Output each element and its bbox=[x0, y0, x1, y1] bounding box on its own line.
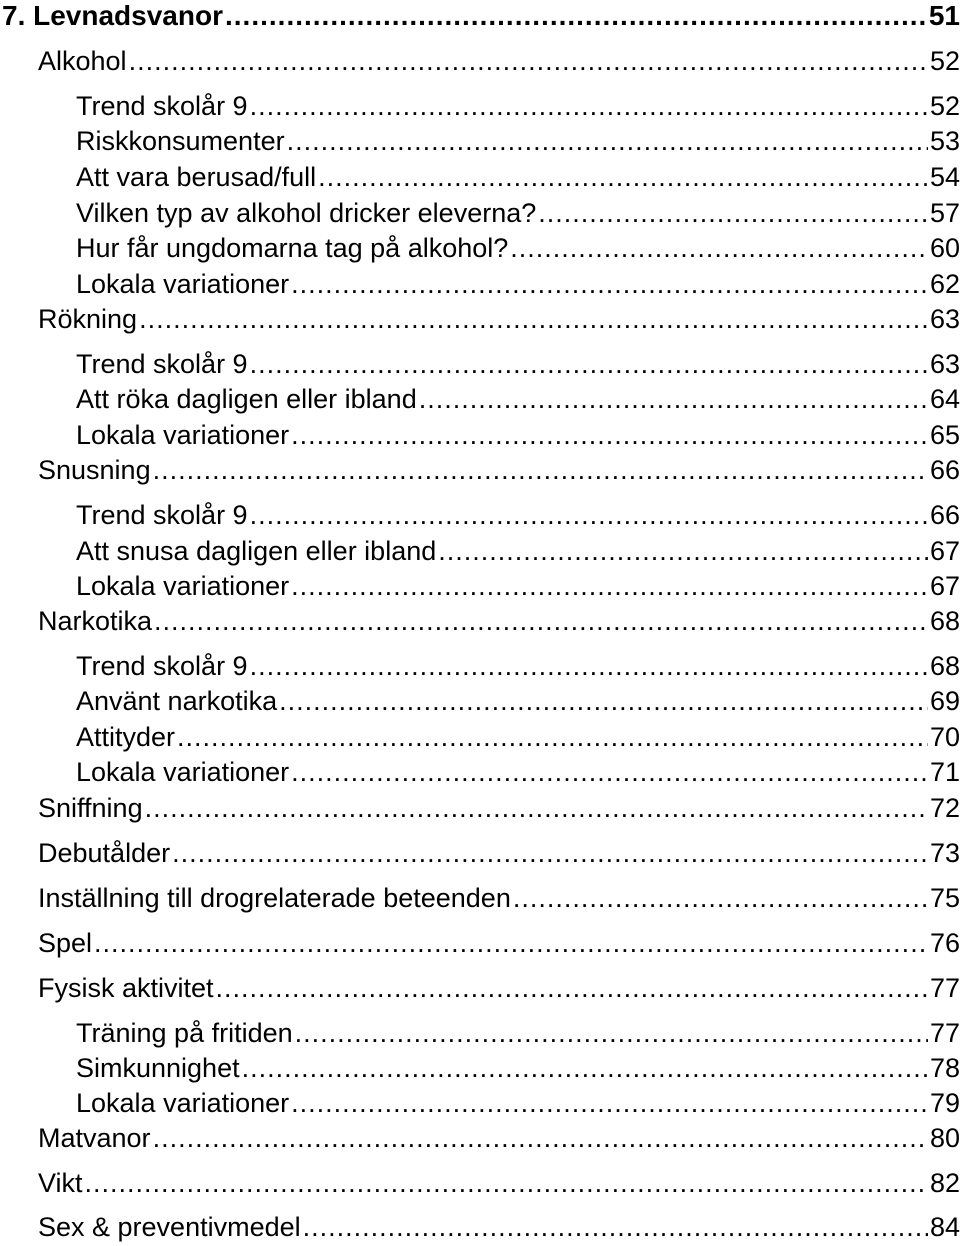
toc-label: Snusning bbox=[38, 455, 151, 485]
dot-leader bbox=[291, 1090, 928, 1117]
toc-page-number: 82 bbox=[929, 1168, 960, 1198]
toc-entry-narkotika-trend[interactable] bbox=[76, 653, 960, 680]
dot-leader bbox=[438, 538, 928, 565]
toc-label: Lokala variationer bbox=[76, 1088, 290, 1118]
toc-page-number: 52 bbox=[929, 46, 960, 76]
toc-entry-vikt[interactable] bbox=[38, 1170, 960, 1197]
toc-page-number: 73 bbox=[929, 838, 960, 868]
dot-leader bbox=[291, 422, 928, 449]
toc-entry-rokning-lokala[interactable] bbox=[76, 422, 960, 449]
toc-label: Rökning bbox=[38, 304, 138, 334]
toc-page-number: 62 bbox=[929, 269, 960, 299]
dot-leader bbox=[177, 724, 928, 751]
toc-entry-attityder[interactable] bbox=[76, 724, 960, 751]
toc-label: Att röka dagligen eller ibland bbox=[76, 384, 417, 414]
toc-entry-matvanor[interactable] bbox=[38, 1125, 960, 1152]
toc-label: Träning på fritiden bbox=[76, 1018, 293, 1048]
toc-entry-alkohol-trend[interactable] bbox=[76, 93, 960, 120]
toc-label: Lokala variationer bbox=[76, 269, 290, 299]
toc-entry-alkohol-lokala[interactable] bbox=[76, 271, 960, 298]
dot-leader bbox=[291, 271, 928, 298]
toc-entry-levnadsvanor[interactable] bbox=[2, 2, 960, 30]
toc-entry-simkunnighet[interactable] bbox=[76, 1055, 960, 1082]
toc-entry-installning[interactable] bbox=[38, 885, 960, 912]
dot-leader bbox=[250, 351, 928, 378]
toc-entry-fysisk-aktivitet[interactable] bbox=[38, 975, 960, 1002]
toc-label: Lokala variationer bbox=[76, 420, 290, 450]
dot-leader bbox=[303, 1214, 928, 1241]
toc-entry-sniffning[interactable] bbox=[38, 795, 960, 822]
dot-leader bbox=[145, 795, 928, 822]
toc-label: Lokala variationer bbox=[76, 757, 290, 787]
dot-leader bbox=[216, 975, 928, 1002]
toc-page-number: 77 bbox=[929, 973, 960, 1003]
toc-entry-traning[interactable] bbox=[76, 1020, 960, 1047]
toc-page-number: 70 bbox=[929, 722, 960, 752]
dot-leader bbox=[172, 840, 928, 867]
toc-page-number: 64 bbox=[929, 384, 960, 414]
toc-page-number: 68 bbox=[929, 606, 960, 636]
dot-leader bbox=[85, 1170, 928, 1197]
dot-leader bbox=[250, 653, 928, 680]
dot-leader bbox=[250, 93, 928, 120]
dot-leader bbox=[139, 306, 928, 333]
toc-page-number: 54 bbox=[929, 162, 960, 192]
dot-leader bbox=[538, 200, 928, 227]
toc-entry-roka-dagligen[interactable] bbox=[76, 386, 960, 413]
toc-page-number: 77 bbox=[929, 1018, 960, 1048]
dot-leader bbox=[242, 1055, 928, 1082]
toc-page-number: 63 bbox=[929, 304, 960, 334]
dot-leader bbox=[154, 608, 928, 635]
toc-entry-snusning-trend[interactable] bbox=[76, 502, 960, 529]
toc-label: Vikt bbox=[38, 1168, 83, 1198]
toc-page-number: 84 bbox=[929, 1212, 960, 1242]
toc-label: Sniffning bbox=[38, 793, 143, 823]
toc-entry-snusning[interactable] bbox=[38, 457, 960, 484]
toc-entry-narkotika[interactable] bbox=[38, 608, 960, 635]
toc-page-number: 76 bbox=[929, 928, 960, 958]
toc-label: Riskkonsumenter bbox=[76, 126, 285, 156]
toc-label: Att vara berusad/full bbox=[76, 162, 317, 192]
toc-label: Använt narkotika bbox=[76, 686, 278, 716]
toc-entry-snusa-dagligen[interactable] bbox=[76, 538, 960, 565]
dot-leader bbox=[295, 1020, 928, 1047]
toc-page-number: 69 bbox=[929, 686, 960, 716]
toc-entry-fysisk-lokala[interactable] bbox=[76, 1090, 960, 1117]
toc-entry-rokning[interactable] bbox=[38, 306, 960, 333]
toc-page-number: 63 bbox=[929, 349, 960, 379]
dot-leader bbox=[513, 885, 928, 912]
toc-label: Att snusa dagligen eller ibland bbox=[76, 536, 437, 566]
dot-leader bbox=[250, 502, 928, 529]
toc-entry-berusad[interactable] bbox=[76, 164, 960, 191]
toc-page-number: 72 bbox=[929, 793, 960, 823]
dot-leader bbox=[153, 457, 928, 484]
toc-page-number: 68 bbox=[929, 651, 960, 681]
toc-entry-anvant-narkotika[interactable] bbox=[76, 688, 960, 715]
toc-page-number: 71 bbox=[929, 757, 960, 787]
toc-page-number: 60 bbox=[929, 233, 960, 263]
toc-entry-narkotika-lokala[interactable] bbox=[76, 759, 960, 786]
toc-label: Alkohol bbox=[38, 46, 127, 76]
toc-page-number: 79 bbox=[929, 1088, 960, 1118]
toc-label: Matvanor bbox=[38, 1123, 151, 1153]
toc-label: Simkunnighet bbox=[76, 1053, 240, 1083]
toc-page-number: 66 bbox=[929, 455, 960, 485]
toc-page-number: 66 bbox=[929, 500, 960, 530]
toc-label: Vilken typ av alkohol dricker eleverna? bbox=[76, 198, 537, 228]
toc-page-number: 78 bbox=[929, 1053, 960, 1083]
toc-entry-rokning-trend[interactable] bbox=[76, 351, 960, 378]
toc-label: Narkotika bbox=[38, 606, 153, 636]
toc-label: Debutålder bbox=[38, 838, 171, 868]
toc-entry-snusning-lokala[interactable] bbox=[76, 573, 960, 600]
toc-page-number: 75 bbox=[929, 883, 960, 913]
dot-leader bbox=[419, 386, 928, 413]
toc-label: Spel bbox=[38, 928, 93, 958]
toc-label: Trend skolår 9 bbox=[76, 91, 248, 121]
toc-page-number: 51 bbox=[928, 0, 960, 31]
toc-page-number: 53 bbox=[929, 126, 960, 156]
toc-page-number: 80 bbox=[929, 1123, 960, 1153]
toc-entry-riskkonsumenter[interactable] bbox=[76, 128, 960, 155]
toc-entry-spel[interactable] bbox=[38, 930, 960, 957]
toc-entry-tag-pa-alkohol[interactable] bbox=[76, 235, 960, 262]
toc-entry-sex-preventivmedel[interactable] bbox=[38, 1214, 960, 1241]
toc-label: Trend skolår 9 bbox=[76, 500, 248, 530]
toc-label: Hur får ungdomarna tag på alkohol? bbox=[76, 233, 509, 263]
dot-leader bbox=[279, 688, 928, 715]
dot-leader bbox=[318, 164, 928, 191]
dot-leader bbox=[291, 573, 928, 600]
toc-label: Trend skolår 9 bbox=[76, 349, 248, 379]
toc-label: Trend skolår 9 bbox=[76, 651, 248, 681]
dot-leader bbox=[225, 2, 927, 30]
toc-label: 7. Levnadsvanor bbox=[2, 0, 223, 31]
toc-label: Lokala variationer bbox=[76, 571, 290, 601]
dot-leader bbox=[510, 235, 928, 262]
toc-page-number: 65 bbox=[929, 420, 960, 450]
toc-label: Fysisk aktivitet bbox=[38, 973, 214, 1003]
toc-label: Attityder bbox=[76, 722, 176, 752]
dot-leader bbox=[291, 759, 928, 786]
toc-entry-alkohol[interactable] bbox=[38, 48, 960, 75]
toc-page-number: 52 bbox=[929, 91, 960, 121]
toc-page-number: 67 bbox=[929, 571, 960, 601]
dot-leader bbox=[129, 48, 928, 75]
toc-page-number: 67 bbox=[929, 536, 960, 566]
toc-entry-debutalder[interactable] bbox=[38, 840, 960, 867]
toc-page-number: 57 bbox=[929, 198, 960, 228]
dot-leader bbox=[94, 930, 928, 957]
dot-leader bbox=[153, 1125, 928, 1152]
toc-label: Inställning till drogrelaterade beteenden bbox=[38, 883, 511, 913]
toc-label: Sex & preventivmedel bbox=[38, 1212, 301, 1242]
toc-entry-typ-av-alkohol[interactable] bbox=[76, 200, 960, 227]
dot-leader bbox=[287, 128, 928, 155]
